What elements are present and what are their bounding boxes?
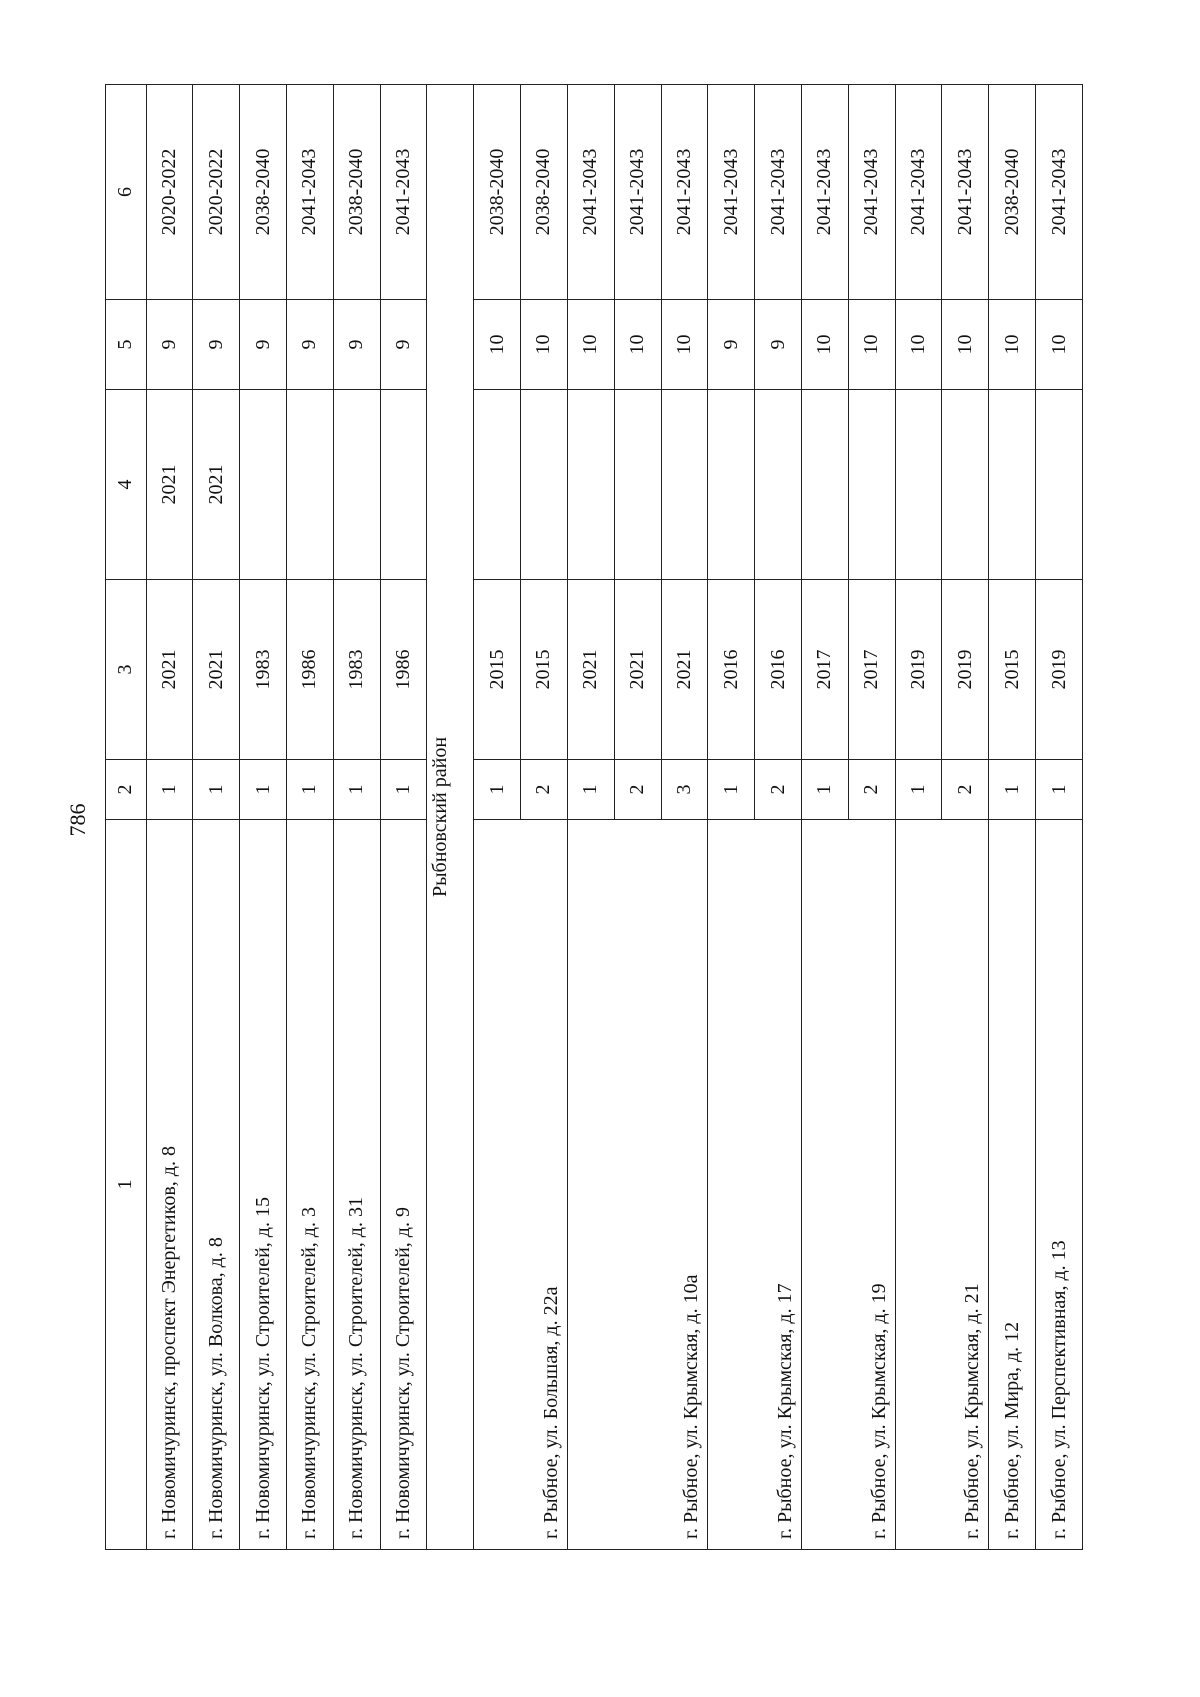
table-row (146, 85, 193, 1550)
header-row (106, 85, 147, 1550)
value-cell: 2038-2040 (474, 85, 521, 300)
table-row (333, 85, 380, 1550)
value-cell: 10 (614, 300, 661, 390)
value-cell: 2041-2043 (942, 85, 989, 300)
address-cell: г. Рыбное, ул. Крымская, д. 19 (801, 820, 895, 1550)
value-cell: 2 (614, 760, 661, 820)
address-cell: г. Рыбное, ул. Большая, д. 22а (474, 820, 568, 1550)
address-cell: г. Новомичуринск, ул. Волкова, д. 8 (193, 820, 240, 1550)
table-row (989, 85, 1036, 1550)
value-cell: 2020-2022 (146, 85, 193, 300)
address-cell: г. Рыбное, ул. Крымская, д. 17 (708, 820, 802, 1550)
value-cell: 9 (287, 300, 334, 390)
schedule-table-body (106, 85, 1083, 1550)
value-cell: 1986 (287, 580, 334, 760)
value-cell: 10 (801, 300, 848, 390)
table-row (801, 85, 848, 1550)
address-cell: г. Новомичуринск, ул. Строителей, д. 3 (287, 820, 334, 1550)
table-row (287, 85, 334, 1550)
value-cell: 2041-2043 (380, 85, 427, 300)
value-cell: 2041-2043 (895, 85, 942, 300)
value-cell: 10 (942, 300, 989, 390)
value-cell: 9 (755, 300, 802, 390)
value-cell: 2021 (146, 390, 193, 580)
value-cell: 2016 (755, 580, 802, 760)
address-cell: г. Новомичуринск, ул. Строителей, д. 31 (333, 820, 380, 1550)
value-cell: 2015 (521, 580, 568, 760)
section-row (427, 85, 474, 1550)
value-cell: 9 (240, 300, 287, 390)
value-cell: 2041-2043 (848, 85, 895, 300)
value-cell (801, 390, 848, 580)
address-cell: г. Новомичуринск, проспект Энергетиков, д. 8 (146, 820, 193, 1550)
value-cell: 2020-2022 (193, 85, 240, 300)
value-cell: 3 (661, 760, 708, 820)
value-cell: 9 (380, 300, 427, 390)
value-cell: 10 (895, 300, 942, 390)
value-cell (474, 390, 521, 580)
value-cell (567, 390, 614, 580)
value-cell (521, 390, 568, 580)
schedule-table (105, 84, 1083, 1550)
value-cell: 2021 (614, 580, 661, 760)
value-cell: 9 (708, 300, 755, 390)
header-cell: 1 (106, 820, 147, 1550)
value-cell (755, 390, 802, 580)
value-cell (614, 390, 661, 580)
value-cell (333, 390, 380, 580)
header-cell: 2 (106, 760, 147, 820)
value-cell: 2041-2043 (614, 85, 661, 300)
value-cell (942, 390, 989, 580)
value-cell: 2 (521, 760, 568, 820)
value-cell (989, 390, 1036, 580)
address-cell: г. Новомичуринск, ул. Строителей, д. 15 (240, 820, 287, 1550)
value-cell: 1 (333, 760, 380, 820)
value-cell: 1 (1036, 760, 1083, 820)
value-cell: 2 (755, 760, 802, 820)
table-row (193, 85, 240, 1550)
value-cell (708, 390, 755, 580)
address-cell: г. Рыбное, ул. Крымская, д. 10а (567, 820, 707, 1550)
value-cell (287, 390, 334, 580)
value-cell: 2041-2043 (801, 85, 848, 300)
value-cell: 2041-2043 (567, 85, 614, 300)
value-cell: 2016 (708, 580, 755, 760)
value-cell: 1986 (380, 580, 427, 760)
value-cell: 1 (567, 760, 614, 820)
address-cell: г. Новомичуринск, ул. Строителей, д. 9 (380, 820, 427, 1550)
header-cell: 4 (106, 390, 147, 580)
value-cell: 2038-2040 (989, 85, 1036, 300)
value-cell: 10 (1036, 300, 1083, 390)
value-cell: 2038-2040 (333, 85, 380, 300)
address-cell: г. Рыбное, ул. Мира, д. 12 (989, 820, 1036, 1550)
value-cell: 9 (333, 300, 380, 390)
value-cell: 1 (240, 760, 287, 820)
value-cell: 10 (567, 300, 614, 390)
table-row (1036, 85, 1083, 1550)
value-cell (895, 390, 942, 580)
value-cell: 1 (287, 760, 334, 820)
value-cell: 10 (474, 300, 521, 390)
value-cell: 10 (848, 300, 895, 390)
address-cell: г. Рыбное, ул. Перспективная, д. 13 (1036, 820, 1083, 1550)
table-row (567, 85, 614, 1550)
value-cell: 2021 (193, 580, 240, 760)
value-cell: 2041-2043 (708, 85, 755, 300)
header-cell: 6 (106, 85, 147, 300)
value-cell: 2041-2043 (755, 85, 802, 300)
value-cell: 1 (989, 760, 1036, 820)
value-cell: 1983 (333, 580, 380, 760)
value-cell: 9 (146, 300, 193, 390)
table-row (240, 85, 287, 1550)
value-cell: 1983 (240, 580, 287, 760)
value-cell: 2041-2043 (1036, 85, 1083, 300)
value-cell: 1 (801, 760, 848, 820)
value-cell (848, 390, 895, 580)
value-cell: 2 (848, 760, 895, 820)
table-row (474, 85, 521, 1550)
page-number: 786 (65, 803, 90, 837)
value-cell: 1 (146, 760, 193, 820)
value-cell: 2019 (942, 580, 989, 760)
value-cell: 2017 (801, 580, 848, 760)
value-cell: 10 (989, 300, 1036, 390)
table-row (708, 85, 755, 1550)
value-cell: 2038-2040 (240, 85, 287, 300)
section-title: Рыбновский район (427, 85, 474, 1550)
value-cell: 2041-2043 (287, 85, 334, 300)
value-cell: 1 (708, 760, 755, 820)
value-cell: 2021 (567, 580, 614, 760)
value-cell: 2015 (989, 580, 1036, 760)
value-cell: 2019 (895, 580, 942, 760)
value-cell: 2 (942, 760, 989, 820)
value-cell (240, 390, 287, 580)
header-cell: 5 (106, 300, 147, 390)
rotated-table-wrapper (105, 85, 1083, 1550)
value-cell: 1 (474, 760, 521, 820)
value-cell: 2041-2043 (661, 85, 708, 300)
value-cell: 2017 (848, 580, 895, 760)
value-cell: 10 (521, 300, 568, 390)
table-row (380, 85, 427, 1550)
value-cell: 2021 (661, 580, 708, 760)
value-cell: 1 (380, 760, 427, 820)
table-row (895, 85, 942, 1550)
value-cell: 2038-2040 (521, 85, 568, 300)
value-cell (661, 390, 708, 580)
value-cell: 9 (193, 300, 240, 390)
value-cell: 2021 (146, 580, 193, 760)
value-cell (1036, 390, 1083, 580)
value-cell: 1 (895, 760, 942, 820)
value-cell (380, 390, 427, 580)
value-cell: 2019 (1036, 580, 1083, 760)
header-cell: 3 (106, 580, 147, 760)
value-cell: 1 (193, 760, 240, 820)
value-cell: 2015 (474, 580, 521, 760)
value-cell: 2021 (193, 390, 240, 580)
address-cell: г. Рыбное, ул. Крымская, д. 21 (895, 820, 989, 1550)
value-cell: 10 (661, 300, 708, 390)
